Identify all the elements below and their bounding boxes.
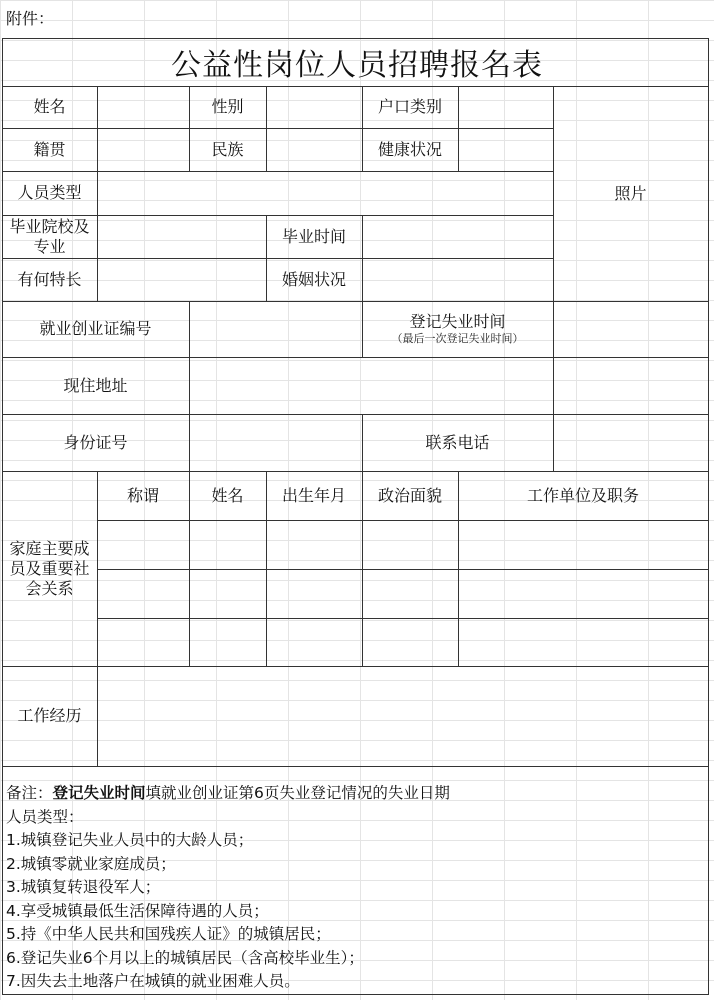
native-place-field[interactable] (97, 128, 189, 171)
school-label-line1: 毕业院校及 (9, 216, 90, 236)
ethnicity-label: 民族 (211, 139, 244, 159)
family-col-name: 姓名 (211, 485, 244, 505)
school-label-line2: 专业 (33, 236, 66, 256)
ethnicity-field[interactable] (266, 128, 362, 171)
native-place-label: 籍贯 (33, 139, 66, 159)
specialty-label: 有何特长 (17, 269, 82, 289)
unemployment-time-note: （最后一次登记失业时间） (391, 332, 524, 345)
family-label (2, 471, 97, 666)
notes-item: 5.持《中华人民共和国残疾人证》的城镇居民； (6, 925, 331, 943)
family-col-political: 政治面貌 (377, 485, 442, 505)
photo-box[interactable] (553, 86, 708, 301)
work-history-label: 工作经历 (17, 706, 82, 725)
employment-cert-field[interactable] (189, 301, 362, 357)
family-col-work-unit: 工作单位及职务 (526, 485, 639, 505)
notes-item: 3.城镇复转退役军人； (6, 878, 161, 896)
form-title: 公益性岗位人员招聘报名表 (171, 48, 543, 83)
name-field[interactable] (97, 86, 189, 128)
school-label (2, 215, 97, 258)
person-type-field[interactable] (97, 171, 553, 215)
family-col-birth: 出生年月 (281, 485, 346, 505)
photo-label: 照片 (614, 183, 647, 203)
notes-prefix: 备注： (6, 784, 53, 802)
notes-person-type-heading: 人员类型： (6, 807, 84, 826)
notes-line-1-rest: 填就业创业证第6页失业登记情况的失业日期 (145, 784, 450, 802)
unemployment-time-field[interactable] (553, 301, 708, 357)
notes-bold-term: 登记失业时间 (52, 784, 146, 802)
work-history-field[interactable] (97, 666, 708, 766)
school-field[interactable] (97, 215, 266, 258)
gender-field[interactable] (266, 86, 362, 128)
notes-section (6, 782, 706, 994)
phone-field[interactable] (553, 414, 708, 471)
health-label: 健康状况 (377, 139, 442, 159)
family-label-line3: 会关系 (25, 578, 74, 598)
attachment-label: 附件： (6, 9, 55, 28)
family-row[interactable] (97, 569, 708, 618)
marital-field[interactable] (362, 258, 553, 301)
family-label-line2: 员及重要社 (9, 558, 90, 578)
specialty-field[interactable] (97, 258, 266, 301)
notes-item: 7.因失去土地落户在城镇的就业困难人员。 (6, 972, 300, 990)
id-label: 身份证号 (63, 432, 128, 452)
hukou-label: 户口类别 (377, 97, 442, 116)
notes-item: 2.城镇零就业家庭成员； (6, 854, 176, 873)
employment-cert-label: 就业创业证编号 (39, 319, 152, 338)
notes-item: 4.享受城镇最低生活保障待遇的人员； (6, 901, 269, 920)
family-label-line1: 家庭主要成 (9, 538, 90, 558)
id-field[interactable] (189, 414, 362, 471)
phone-label: 联系电话 (425, 432, 490, 452)
notes-item: 6.登记失业6个月以上的城镇居民（含高校毕业生）； (6, 948, 364, 967)
notes-line-1 (6, 782, 706, 806)
grad-time-label: 毕业时间 (281, 226, 346, 246)
marital-label: 婚姻状况 (281, 269, 346, 289)
family-row[interactable] (97, 520, 708, 569)
family-row[interactable] (97, 618, 708, 666)
unemployment-time-title: 登记失业时间 (409, 312, 506, 331)
person-type-label: 人员类型 (17, 183, 82, 202)
hukou-field[interactable] (458, 86, 553, 128)
address-label: 现住地址 (63, 375, 128, 395)
unemployment-time-label (362, 301, 553, 357)
grad-time-field[interactable] (362, 215, 553, 258)
health-field[interactable] (458, 128, 553, 171)
address-field[interactable] (189, 357, 708, 414)
name-label: 姓名 (33, 97, 66, 116)
gender-label: 性别 (211, 97, 244, 116)
family-col-relation: 称谓 (126, 485, 159, 505)
notes-item: 1.城镇登记失业人员中的大龄人员； (6, 831, 254, 849)
